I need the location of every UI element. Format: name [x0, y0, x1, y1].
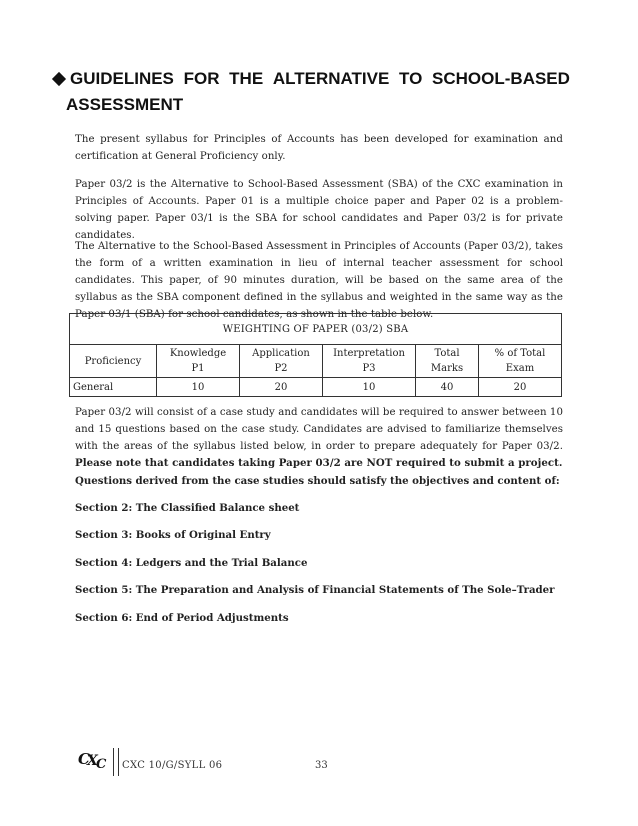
heading-word: TO — [399, 69, 423, 88]
table-cell: 40 — [416, 378, 479, 397]
table-cell: 10 — [157, 378, 240, 397]
column-header: Total Marks — [416, 345, 479, 378]
section-heading — [50, 66, 570, 118]
column-header: Interpretation P3 — [323, 345, 416, 378]
column-header: Proficiency — [70, 345, 157, 378]
section-5: Section 5: The Preparation and Analysis of Financial Statements of The Sole–Trader — [75, 584, 555, 596]
heading-word: FOR — [183, 69, 220, 88]
syllabus-code: CXC 10/G/SYLL 06 — [122, 760, 223, 771]
heading-word: THE — [229, 69, 264, 88]
page-number: 33 — [315, 760, 328, 771]
table-cell: General — [70, 378, 157, 397]
column-header: Application P2 — [240, 345, 323, 378]
page-footer — [78, 748, 478, 778]
column-header: Knowledge P1 — [157, 345, 240, 378]
heading-line-2: ASSESSMENT — [66, 95, 184, 114]
column-header: % of Total Exam — [479, 345, 562, 378]
paragraph-alternative: The Alternative to the School-Based Assessment in Principles of Accounts (Paper 03/2), takes the form of a written examination in lieu of internal teacher assessment for school candidates. This paper, of 90 minutes duration, will be based on the same area of the syllabus as the SBA component defined in the syllabus and weighted in the same way as the Paper 03/1 (SBA) for school candidates, as shown in the table below. — [75, 241, 563, 320]
paragraph-papers: Paper 03/2 is the Alternative to School-Based Assessment (SBA) of the CXC examination in Principles of Accounts. Paper 01 is a multiple choice paper and Paper 02 is a problem-solving paper. Paper 03/1 is the SBA for school candidates and Paper 03/2 is for private candidates. — [75, 179, 563, 241]
table-row — [70, 378, 562, 397]
heading-word: SCHOOL-BASED — [432, 69, 570, 88]
section-6: Section 6: End of Period Adjustments — [75, 612, 289, 624]
footer-divider — [113, 748, 119, 776]
paragraph-case-study: Paper 03/2 will consist of a case study and candidates will be required to answer between 10 and 15 questions based on the case study. Candidates are advised to familiarize themselves with the areas of the syllabus listed below, in order to prepare adequately for Paper 03/2. Please note that candidates taking Paper 03/2 are NOT required to submit a project. — [75, 407, 563, 469]
section-3: Section 3: Books of Original Entry — [75, 529, 271, 541]
paragraph-intro: The present syllabus for Principles of Accounts has been developed for examination and certification at General Proficiency only. — [75, 134, 563, 162]
heading-line-1 — [50, 66, 570, 92]
cxc-logo: C X C — [78, 750, 107, 772]
sections-intro: Questions derived from the case studies should satisfy the objectives and content of: — [75, 475, 560, 487]
heading-word: ALTERNATIVE — [272, 69, 390, 88]
project-note: Please note that candidates taking Paper 03/2 are NOT required to submit a project. — [75, 457, 563, 469]
heading-word: GUIDELINES — [50, 66, 174, 92]
table-cell: 20 — [240, 378, 323, 397]
section-2: Section 2: The Classified Balance sheet — [75, 502, 300, 514]
diamond-bullet-icon — [52, 71, 66, 85]
table-cell: 20 — [479, 378, 562, 397]
weighting-table — [69, 313, 562, 397]
table-title: WEIGHTING OF PAPER (03/2) SBA — [70, 314, 562, 345]
table-cell: 10 — [323, 378, 416, 397]
section-4: Section 4: Ledgers and the Trial Balance — [75, 557, 308, 569]
